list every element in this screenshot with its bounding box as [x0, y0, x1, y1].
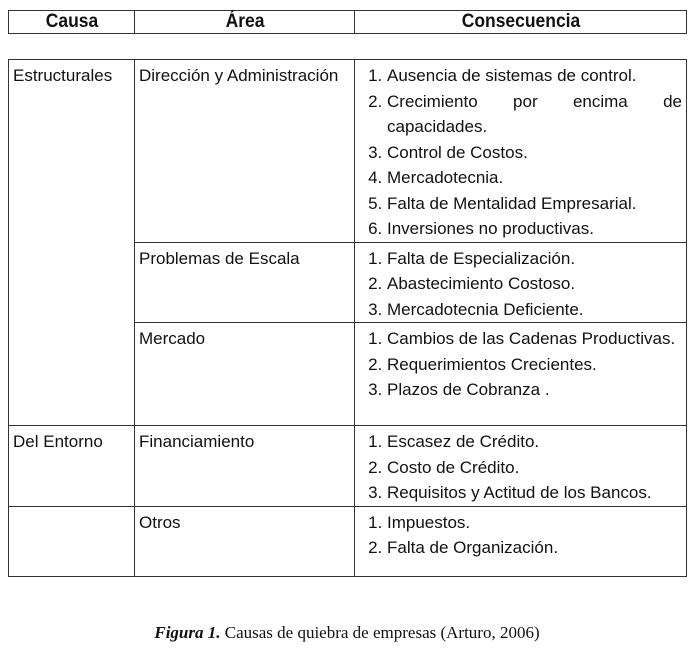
area-cell: [135, 506, 355, 576]
list-item: 1. Falta de Especialización.: [387, 246, 682, 272]
cause-label: Del Entorno: [13, 432, 103, 451]
consequence-list: [359, 510, 682, 561]
header-row: [9, 11, 687, 34]
table-row: [9, 60, 687, 243]
consequence-cell: [355, 242, 687, 323]
area-cell: [135, 426, 355, 507]
consequence-cell: [355, 506, 687, 576]
list-item: 3. Control de Costos.: [387, 140, 682, 166]
cause-cell: [9, 60, 135, 243]
area-cell: [135, 60, 355, 243]
area-label: Financiamiento: [139, 432, 255, 451]
list-item: 3. Requisitos y Actitud de los Bancos.: [387, 480, 682, 506]
cause-cell: [9, 426, 135, 507]
list-item: 2. Falta de Organización.: [387, 535, 682, 561]
list-item: 2. Crecimiento por encima de capacidades.: [387, 89, 682, 140]
area-label: Dirección y Administración: [139, 66, 339, 85]
list-item: 6. Inversiones no productivas.: [387, 216, 682, 242]
list-item: 3. Mercadotecnia Deficiente.: [387, 297, 682, 323]
table-row: [9, 506, 687, 576]
consequence-list: [359, 429, 682, 506]
causes-table: [8, 59, 687, 577]
header-area: Área: [143, 11, 345, 34]
cause-cell: [9, 506, 135, 576]
area-label: Problemas de Escala: [139, 248, 300, 268]
header-causa: Causa: [14, 11, 130, 34]
cause-cell: [9, 242, 135, 323]
figure-caption: [0, 623, 694, 643]
list-item: 1. Cambios de las Cadenas Productivas.: [387, 326, 682, 352]
area-cell: [135, 323, 355, 426]
list-item: 1. Impuestos.: [387, 510, 682, 536]
list-item: 3. Plazos de Cobranza .: [387, 377, 682, 403]
figure-label: Figura 1.: [154, 623, 221, 642]
consequence-list: [359, 63, 682, 242]
consequence-cell: [355, 426, 687, 507]
list-item: 2. Costo de Crédito.: [387, 455, 682, 481]
list-item: 1. Escasez de Crédito.: [387, 429, 682, 455]
consequence-cell: [355, 323, 687, 426]
consequence-list: [359, 246, 682, 323]
area-cell: [135, 242, 355, 323]
table-row: [9, 323, 687, 426]
table-row: [9, 242, 687, 323]
cause-cell: [9, 323, 135, 426]
list-item: 5. Falta de Mentalidad Empresarial.: [387, 191, 682, 217]
list-item: 2. Abastecimiento Costoso.: [387, 271, 682, 297]
header-table: [8, 10, 687, 34]
figure-caption-text: Causas de quiebra de empresas (Arturo, 2006): [220, 623, 540, 642]
area-label: Mercado: [139, 329, 206, 348]
list-item: 2. Requerimientos Crecientes.: [387, 352, 682, 378]
header-consecuencia: Consecuencia: [368, 11, 673, 34]
cause-label: Estructurales: [13, 66, 113, 85]
consequence-list: [359, 326, 682, 403]
list-item: 4. Mercadotecnia.: [387, 165, 682, 191]
table-row: [9, 426, 687, 507]
area-label: Otros: [139, 512, 181, 532]
list-item: 1. Ausencia de sistemas de control.: [387, 63, 682, 89]
consequence-cell: [355, 60, 687, 243]
